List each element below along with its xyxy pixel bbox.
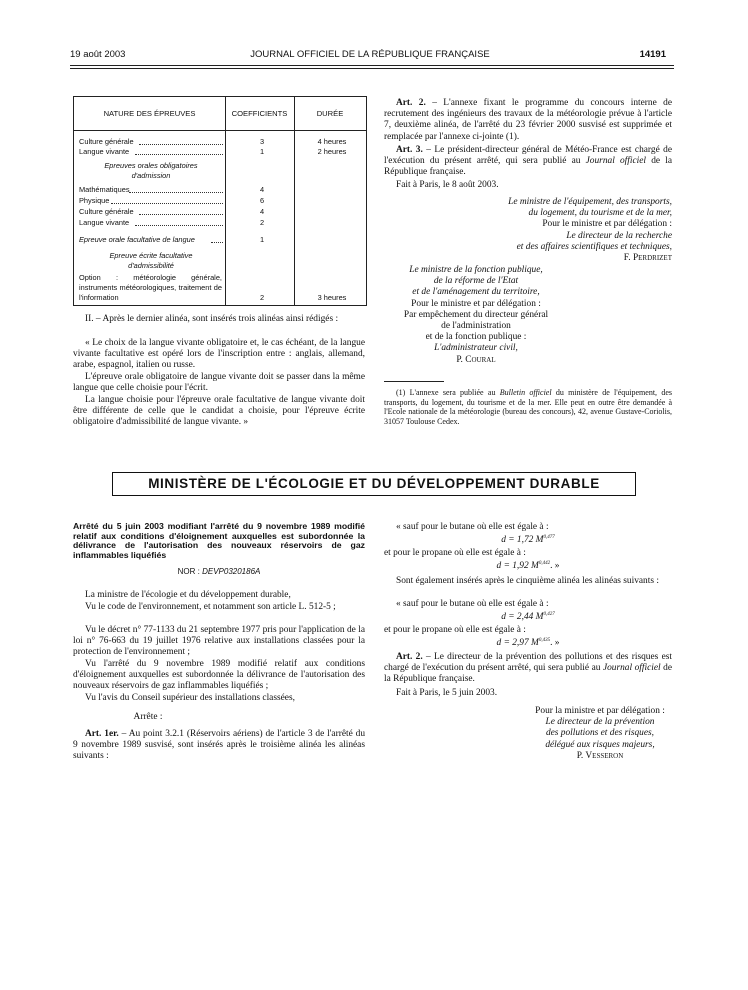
leader-dots	[139, 214, 223, 215]
table-row	[79, 147, 363, 157]
visa-arrete: Vu l'arrêté du 9 novembre 1989 modifié relatif aux conditions d'éloignement auxquelles est subordonnée la délivrance de l'autorisation des nouveaux réservoirs de gaz inflammables liquéfiés ;	[73, 659, 365, 692]
leader-dots	[211, 242, 223, 243]
row-coef: 4	[259, 207, 265, 216]
col-header-coef: COEFFICIENTS	[231, 109, 288, 118]
sig-line: Par empêchement du directeur général	[403, 309, 549, 320]
table-section-ecrite: Epreuve écrite facultative d'admissibilité	[109, 251, 193, 270]
formula-2	[384, 561, 672, 572]
signature-block-3	[512, 706, 688, 762]
table-row	[79, 235, 363, 245]
table-row	[79, 207, 363, 217]
arrete-heading: Arrête :	[133, 712, 163, 722]
formula-exponent: 0,435	[538, 638, 551, 643]
visa-ministre: La ministre de l'écologie et du développement durable,	[85, 590, 291, 600]
col-header-duree: DURÉE	[316, 109, 344, 118]
sig-line: Le ministre de la fonction publique,	[409, 265, 543, 275]
ministry-heading: MINISTÈRE DE L'ÉCOLOGIE ET DU DÉVELOPPEMENT DURABLE	[112, 472, 636, 496]
table-row	[79, 218, 363, 228]
formula-exponent: 0,427	[543, 612, 555, 617]
row-duree: 2 heures	[317, 147, 347, 156]
formula-end: . »	[550, 638, 560, 648]
leader-dots	[135, 154, 223, 155]
header-divider	[74, 130, 366, 131]
sig-line: de la réforme de l'Etat	[433, 276, 519, 287]
formula-text: d = 1,72 M	[501, 535, 544, 545]
sig-line: Le ministre de l'équipement, des transports,	[508, 197, 672, 207]
header-date: 19 août 2003	[70, 49, 126, 60]
footnote-text-end: du ministère de l'équipement, des transports, du logement, du tourisme et de la mer. Elle peut en outre être demandée à l'Ecole nationale de la météorologie (bureau des concours), 42, avenue Gustave-Coriolis, 31057 Toulouse Cedex.	[384, 388, 672, 426]
row-label: Culture générale	[79, 137, 134, 146]
propane-line-2: et pour le propane où elle est égale à :	[384, 625, 526, 635]
sig-line: Le directeur de la prévention	[545, 717, 655, 728]
footnote	[384, 388, 672, 426]
formula-end: . »	[550, 561, 560, 571]
table-row	[79, 185, 363, 195]
table-section-oral: Epreuves orales obligatoires d'admission	[104, 161, 198, 180]
nor-label: NOR :	[177, 567, 203, 576]
sig-line: Le directeur de la recherche	[566, 230, 672, 241]
leader-dots	[135, 225, 223, 226]
journal-officiel-ref: Journal officiel	[602, 663, 661, 674]
sig-line: de l'administration	[441, 321, 511, 332]
table-row	[79, 196, 363, 206]
footnote-text: (1) L'annexe sera publiée au	[396, 388, 500, 397]
row-coef: 1	[259, 147, 265, 156]
row-coef: 1	[259, 235, 265, 244]
signatory-name: P. Coural	[456, 354, 496, 365]
leader-dots	[129, 192, 223, 193]
visa-code: Vu le code de l'environnement, et notamment son article L. 512-5 ;	[85, 602, 336, 612]
propane-line-1: et pour le propane où elle est égale à :	[384, 548, 526, 558]
row-label: Mathématiques	[79, 185, 130, 194]
formula-1	[384, 535, 672, 546]
row-label: Culture générale	[79, 207, 134, 216]
visa-decret: Vu le décret n° 77-1133 du 21 septembre 1977 pris pour l'application de la loi n° 76-663 du 19 juillet 1976 relative aux installations classées pour la protection de l'environnement ;	[73, 625, 365, 658]
sig-line: des pollutions et des risques,	[545, 728, 655, 739]
article-text-end: de la République française.	[384, 663, 672, 685]
article-text-end: de la République française.	[384, 156, 672, 178]
page-number: 14191	[639, 49, 666, 60]
nor-code: DEVP0320186A	[202, 567, 261, 576]
col-header-nature: NATURE DES ÉPREUVES	[103, 109, 196, 118]
exam-table	[73, 96, 367, 306]
journal-title: JOURNAL OFFICIEL DE LA RÉPUBLIQUE FRANÇAISE	[250, 49, 490, 60]
sont-inseres: Sont également insérés après le cinquième alinéa les alinéas suivants :	[396, 576, 659, 586]
formula-exponent: 0,442	[538, 561, 551, 566]
sig-line: et de l'aménagement du territoire,	[412, 287, 540, 298]
article-label: Art. 3.	[396, 145, 423, 155]
paragraph-langue: La langue choisie pour l'épreuve orale facultative de langue vivante doit être différente de celle que le candidat a choisie, pour l'épreuve écrite obligatoire d'admissibilité de langue vivante. »	[73, 395, 365, 428]
table-row	[79, 273, 363, 305]
butane-line-1: « sauf pour le butane où elle est égale à :	[396, 522, 549, 532]
row-label: Epreuve orale facultative de langue	[79, 235, 195, 244]
paragraph-orale: L'épreuve orale obligatoire de langue vivante doit se passer dans la même langue que celle choisie pour l'écrit.	[73, 372, 365, 394]
sig-line: du logement, du tourisme et de la mer,	[528, 208, 672, 219]
sig-line: et des affaires scientifiques et techniques,	[516, 241, 672, 252]
row-label: Option : météorologie générale, instruments météorologiques, traitement de l'information	[79, 273, 222, 302]
butane-line-2: « sauf pour le butane où elle est égale à :	[396, 599, 549, 609]
article-3	[384, 145, 672, 179]
arrete-title: Arrêté du 5 juin 2003 modifiant l'arrêté du 9 novembre 1989 modifié relatif aux conditions d'éloignement auxquelles est subordonnée la délivrance de l'autorisation des nouveaux réservoirs de gaz inflammables liquéfiés	[73, 521, 365, 560]
header-rule-2	[70, 68, 674, 69]
formula-exponent: 0,477	[543, 535, 555, 540]
article-label: Art. 2.	[396, 652, 423, 662]
article-text: – Au point 3.2.1 (Réservoirs aériens) de l'article 3 de l'arrêté du 9 novembre 1989 susvisé, sont insérés après le troisième alinéa les alinéas suivants :	[73, 729, 366, 762]
row-duree: 4 heures	[317, 137, 347, 146]
article-text: – Le directeur de la prévention des pollutions et des risques est chargé de l'exécution du présent arrêté, qui sera publié au	[384, 652, 672, 674]
sig-line: Pour le ministre et par délégation :	[411, 298, 541, 309]
signatory-name: F. Perdrizet	[623, 253, 672, 264]
visa-conseil: Vu l'avis du Conseil supérieur des installations classées,	[85, 693, 295, 703]
row-coef: 6	[259, 196, 265, 205]
bulletin-officiel-ref: Bulletin officiel	[499, 388, 552, 397]
sig-line: L'administrateur civil,	[434, 343, 518, 354]
article-2-ecologie	[384, 652, 672, 686]
sig-line: Pour la ministre et par délégation :	[535, 706, 665, 716]
leader-dots	[111, 203, 223, 204]
signatory-name: P. Vesseron	[576, 750, 624, 761]
row-label: Langue vivante	[79, 147, 130, 156]
footnote-rule	[384, 381, 444, 382]
article-1	[73, 729, 365, 763]
signature-block-2	[386, 265, 566, 366]
article-label: Art. 1er.	[85, 729, 119, 739]
article-label: Art. 2.	[396, 98, 426, 108]
sig-line: Pour le ministre et par délégation :	[542, 219, 672, 230]
row-duree: 3 heures	[317, 293, 347, 302]
nor-line	[73, 566, 365, 577]
row-label: Langue vivante	[79, 218, 130, 227]
formula-text: d = 1,92 M	[496, 561, 539, 571]
row-coef: 2	[259, 218, 265, 227]
row-coef: 3	[259, 137, 265, 146]
paragraph-choix: « Le choix de la langue vivante obligatoire et, le cas échéant, de la langue vivante facultative est opéré lors de l'inscription entre : anglais, allemand, arabe, espagnol, italien ou russe.	[73, 338, 365, 371]
row-coef: 4	[259, 185, 265, 194]
fait-a-paris-2: Fait à Paris, le 5 juin 2003.	[396, 688, 498, 698]
formula-3	[384, 612, 672, 623]
formula-text: d = 2,97 M	[496, 638, 539, 648]
article-text: – L'annexe fixant le programme du concours interne de recrutement des ingénieurs des travaux de la météorologie prévue à l'article 7, deuxième alinéa, de l'arrêté du 23 février 2000 susvisé est supprimée et remplacée par l'annexe ci-jointe (1).	[384, 98, 672, 142]
sig-line: et de la fonction publique :	[425, 332, 527, 343]
formula-4	[384, 638, 672, 649]
row-coef: 2	[259, 293, 265, 302]
sig-line: délégué aux risques majeurs,	[545, 739, 655, 750]
signature-block-1	[372, 197, 672, 264]
leader-dots	[139, 144, 223, 145]
formula-text: d = 2,44 M	[501, 612, 544, 622]
page-header	[70, 49, 670, 63]
header-rule	[70, 65, 674, 66]
journal-officiel-ref: Journal officiel	[585, 156, 647, 167]
table-row	[79, 137, 363, 147]
row-label: Physique	[79, 196, 110, 205]
paragraph-ii: II. – Après le dernier alinéa, sont insérés trois alinéas ainsi rédigés :	[85, 314, 339, 324]
article-2	[384, 98, 672, 143]
fait-a-paris: Fait à Paris, le 8 août 2003.	[396, 180, 499, 190]
article-text: – Le président-directeur général de Météo-France est chargé de l'exécution du présent arrêté, qui sera publié au	[384, 145, 672, 167]
